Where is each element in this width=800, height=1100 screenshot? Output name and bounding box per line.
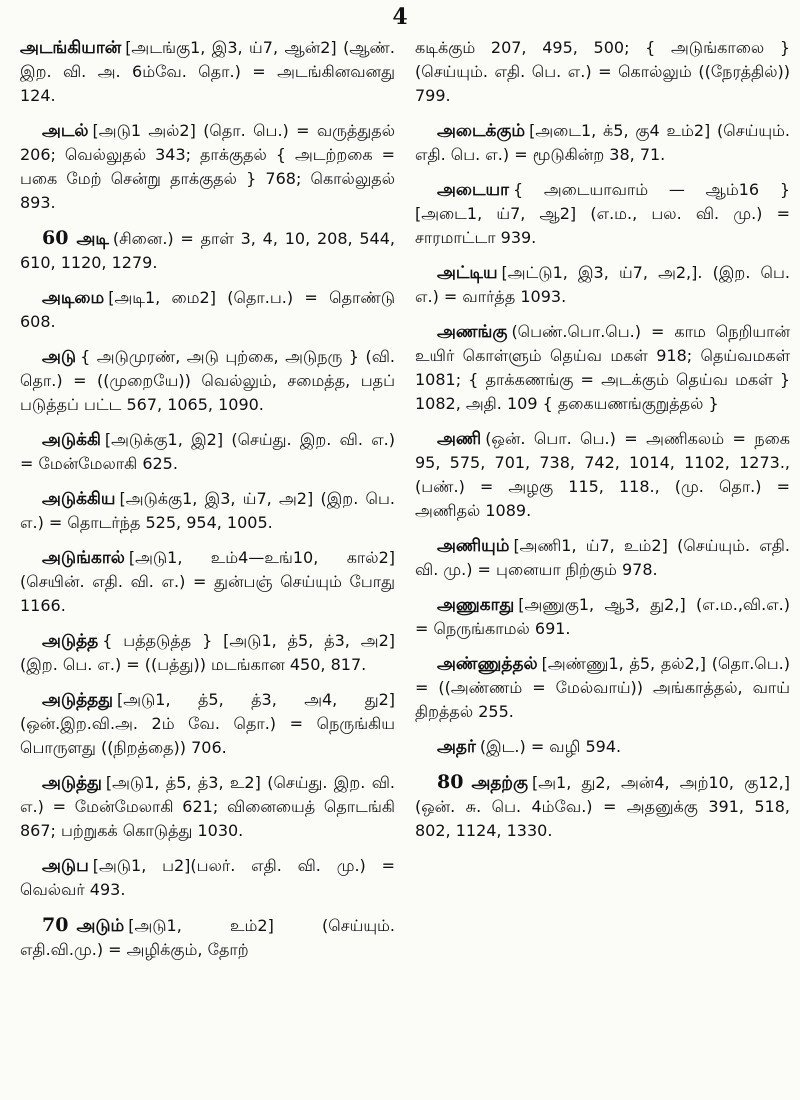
entry-body: [அட்டு1, இ3, ய்7, அ2,]. (இற. பெ. எ.) = வார்த்த 1093. xyxy=(415,263,790,306)
dictionary-entry xyxy=(20,428,395,476)
entry-headword: அணி xyxy=(437,429,482,449)
entry-body: { அடையாவாம் — ஆம்16 } [அடை1, ய்7, ஆ2] (எ.ம., பல. வி. மு.) = சாரமாட்டா 939. xyxy=(415,180,790,247)
entry-headword: அடி xyxy=(76,229,109,249)
entry-body: (இட.) = வழி 594. xyxy=(479,737,622,756)
entry-headword: அணங்கு xyxy=(437,322,508,342)
entry-body: [அடு1, த்5, த்3, அ4, து2] (ஒன்.இற.வி.அ. 2ம் வே. தொ.) = நெருங்கிய பொருளது ((நிறத்தை)) 706. xyxy=(20,690,395,757)
entry-body: [அடு1, ப2](பலர். எதி. வி. மு.) = வெல்வர் 493. xyxy=(20,856,395,899)
dictionary-entry xyxy=(20,913,395,962)
entry-body: [அடு1, த்5, த்3, உ2] (செய்து. இற. வி. எ.) = மேன்மேலாகி 621; வினையைத் தொடங்கி 867; பற்றுகக் கொடுத்து 1030. xyxy=(20,773,395,840)
entry-body: [அடங்கு1, இ3, ய்7, ஆன்2] (ஆண். இற. வி. அ. 6ம்வே. தொ.) = அடங்கினவனது 124. xyxy=(20,38,395,105)
entry-headword: அடுத்த xyxy=(42,631,99,651)
dictionary-entry xyxy=(20,345,395,417)
entry-body: [அடி1, மை2] (தொ.ப.) = தொண்டு 608. xyxy=(20,288,395,331)
entry-headword: அடிமை xyxy=(42,288,105,308)
entry-headword: அடுப xyxy=(42,856,89,876)
entry-body: [அணி1, ய்7, உம்2] (செய்யும். எதி. வி. மு.) = புனையா நிற்கும் 978. xyxy=(415,536,790,579)
entry-headword: அடு xyxy=(42,347,77,367)
dictionary-entry xyxy=(415,534,790,582)
entry-number: 80 xyxy=(437,771,464,793)
dictionary-entry xyxy=(20,546,395,618)
entry-number: 60 xyxy=(42,227,69,249)
entry-headword: அடும் xyxy=(76,916,125,936)
entry-headword: அதர் xyxy=(437,737,476,757)
entry-body: [அடுக்கு1, இ3, ய்7, அ2] (இற. பெ. எ.) = தொடர்ந்த 525, 954, 1005. xyxy=(20,489,395,532)
left-column xyxy=(20,36,395,1086)
entry-headword: அடுத்தது xyxy=(42,690,113,710)
entry-body: { பத்தடுத்த } [அடு1, த்5, த்3, அ2] (இற. பெ. எ.) = ((பத்து)) மடங்கான 450, 817. xyxy=(20,631,395,674)
entry-headword: அடையா xyxy=(437,180,509,200)
right-column xyxy=(415,36,790,1086)
entry-body: [அடு1 அல்2] (தொ. பெ.) = வருத்துதல் 206; வெல்லுதல் 343; தாக்குதல் { அடற்றகை = பகை மேற் சென்று தாக்குதல் } 768; கொல்லுதல் 893. xyxy=(20,121,395,212)
dictionary-entry xyxy=(415,320,790,416)
entry-body: (பெண்.பொ.பெ.) = காம நெறியான் உயிர் கொள்ளும் தெய்வ மகள் 918; தெய்வமகள் 1081; { தாக்கணங்கு = அடக்கும் தெய்வ மகள் } 1082, அதி. 109 { தகையணங்குறுத்தல் } xyxy=(415,322,790,413)
entry-headword: அடல் xyxy=(42,121,89,141)
dictionary-entry xyxy=(20,771,395,843)
dictionary-entry xyxy=(415,427,790,523)
dictionary-entry xyxy=(415,178,790,250)
dictionary-entry xyxy=(415,652,790,724)
dictionary-entry xyxy=(20,119,395,215)
entry-headword: அடுத்து xyxy=(42,773,102,793)
entry-headword: அடைக்கும் xyxy=(437,121,526,141)
dictionary-entry xyxy=(415,593,790,641)
entry-headword: அட்டிய xyxy=(437,263,498,283)
dictionary-entry xyxy=(20,688,395,760)
dictionary-entry xyxy=(20,629,395,677)
entry-body: (ஒன். பொ. பெ.) = அணிகலம் = நகை 95, 575, 701, 738, 742, 1014, 1102, 1273., (பண்.) = அழகு 115, 118., (மு. தொ.) = அணிதல் 1089. xyxy=(415,429,790,520)
entry-body: [அணுகு1, ஆ3, து2,] (எ.ம.,வி.எ.) = நெருங்காமல் 691. xyxy=(415,595,790,638)
dictionary-columns xyxy=(20,36,790,1086)
dictionary-entry xyxy=(20,226,395,275)
dictionary-entry xyxy=(415,735,790,759)
entry-body: [அடுக்கு1, இ2] (செய்து. இற. வி. எ.) = மேன்மேலாகி 625. xyxy=(20,430,395,473)
entry-headword: அதற்கு xyxy=(471,773,528,793)
dictionary-entry xyxy=(20,36,395,108)
entry-headword: அணியும் xyxy=(437,536,510,556)
entry-headword: அடுக்கிய xyxy=(42,489,116,509)
page-number: 4 xyxy=(392,4,408,30)
entry-body: [அடு1, உம்4—உங்10, கால்2] (செயின். எதி. வி. எ.) = துன்பஞ் செய்யும் போது 1166. xyxy=(20,548,395,615)
dictionary-entry xyxy=(20,487,395,535)
entry-body: [அ1, து2, அன்4, அற்10, கு12,] (ஒன். சு. பெ. 4ம்வே.) = அதனுக்கு 391, 518, 802, 1124, 1330. xyxy=(415,773,790,840)
entry-body: கடிக்கும் 207, 495, 500; { அடுங்காலை } (செய்யும். எதி. பெ. எ.) = கொல்லும் ((நேரத்தில்)) 799. xyxy=(415,38,790,105)
entry-headword: அடுங்கால் xyxy=(42,548,125,568)
dictionary-entry xyxy=(20,286,395,334)
entry-body: { அடுமுரண், அடு புற்கை, அடுநரு } (வி. தொ.) = ((முறையே)) வெல்லும், சமைத்த, பதப் படுத்தப் பட்ட 567, 1065, 1090. xyxy=(20,347,395,414)
entry-body: [அடை1, க்5, கு4 உம்2] (செய்யும். எதி. பெ. எ.) = மூடுகின்ற 38, 71. xyxy=(415,121,790,164)
dictionary-entry xyxy=(415,36,790,108)
dictionary-entry xyxy=(415,119,790,167)
entry-headword: அணுகாது xyxy=(437,595,515,615)
dictionary-entry xyxy=(415,261,790,309)
entry-headword: அடங்கியான் xyxy=(20,38,122,58)
entry-body: (சினை.) = தாள் 3, 4, 10, 208, 544, 610, 1120, 1279. xyxy=(20,229,395,272)
entry-body: [அண்ணு1, த்5, தல்2,] (தொ.பெ.) = ((அண்ணம் = மேல்வாய்)) அங்காத்தல், வாய் திறத்தல் 255. xyxy=(415,654,790,721)
entry-number: 70 xyxy=(42,914,69,936)
dictionary-entry xyxy=(415,770,790,843)
entry-headword: அண்ணுத்தல் xyxy=(437,654,538,674)
dictionary-entry xyxy=(20,854,395,902)
entry-headword: அடுக்கி xyxy=(42,430,101,450)
entry-body: [அடு1, உம்2] (செய்யும். எதி.வி.மு.) = அழிக்கும், தோற் xyxy=(20,916,395,959)
